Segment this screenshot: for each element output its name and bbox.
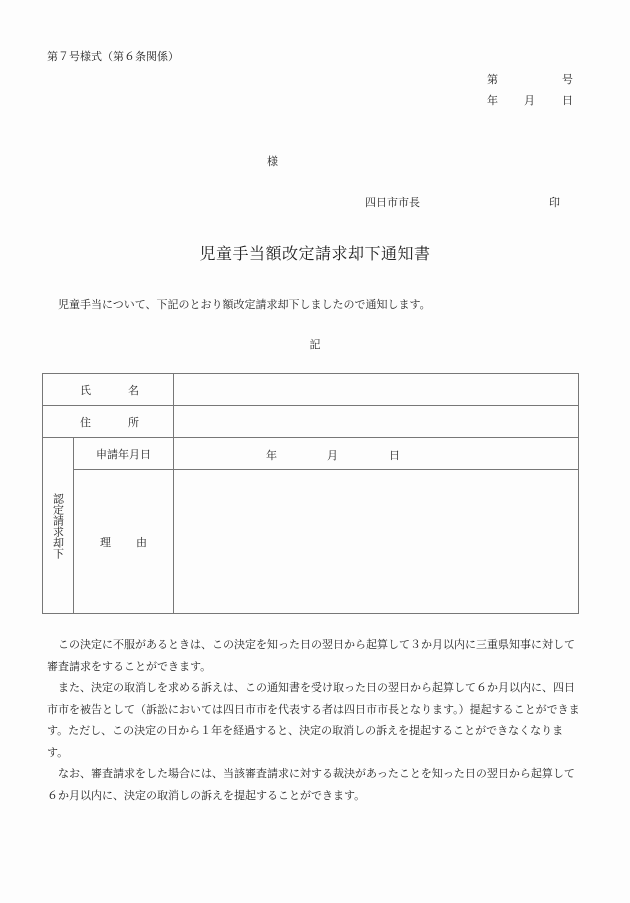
name-value-field[interactable] <box>174 374 579 406</box>
app-date-month: 月 <box>327 448 338 462</box>
app-date-day: 日 <box>389 448 400 462</box>
date-month-label: 月 <box>524 94 535 107</box>
address-row <box>43 406 579 438</box>
application-date-label: 申請年月日 <box>74 438 174 470</box>
issuer-name: 四日市市長 <box>365 196 420 209</box>
addressee-honorific: 様 <box>267 155 278 168</box>
date-day-label: 日 <box>562 94 573 107</box>
app-date-year: 年 <box>266 448 277 462</box>
group-label: 認定請求却下 <box>51 492 65 559</box>
address-label-2: 所 <box>128 415 139 429</box>
address-value-field[interactable] <box>174 406 579 438</box>
application-date-field[interactable] <box>174 438 579 470</box>
note-after-appeal: なお、審査請求をした場合には、当該審査請求に対する裁決があったことを知った日の翌日から起算して６か月以内に、決定の取消しの訴えを提起することができます。 <box>47 767 575 802</box>
reason-label-cell <box>74 470 174 614</box>
note-lawsuit: また、決定の取消しを求める訴えは、この通知書を受け取った日の翌日から起算して６か月以内に、四日市市を被告として（訴訟においては四日市市を代表する者は四日市市長となります。）提起することができます。ただし、この決定の日から１年を経過すると、決定の取消しの訴えを提起することができなくなります。 <box>47 681 580 759</box>
date-year-label: 年 <box>487 94 498 107</box>
address-label-cell <box>43 406 174 438</box>
application-date-row <box>43 438 579 470</box>
seal-mark: 印 <box>549 196 560 209</box>
notes-section <box>47 634 582 806</box>
reason-label-2: 由 <box>136 535 147 549</box>
doc-number-suffix: 号 <box>562 73 573 86</box>
reason-label-1: 理 <box>100 535 111 549</box>
name-label-1: 氏 <box>80 383 91 397</box>
notice-table <box>42 373 579 614</box>
intro-text: 児童手当について、下記のとおり額改定請求却下しましたので通知します。 <box>58 298 431 311</box>
doc-number-prefix: 第 <box>487 73 498 86</box>
group-label-cell <box>43 438 74 614</box>
form-number: 第７号様式（第６条関係） <box>47 50 179 63</box>
name-label-cell <box>43 374 174 406</box>
note-appeal: この決定に不服があるときは、この決定を知った日の翌日から起算して３か月以内に三重県知事に対して審査請求をすることができます。 <box>47 638 575 673</box>
document-title: 児童手当額改定請求却下通知書 <box>199 244 431 263</box>
reason-row <box>43 470 579 614</box>
name-row <box>43 374 579 406</box>
ki-heading: 記 <box>309 338 321 351</box>
name-label-2: 名 <box>128 383 139 397</box>
address-label-1: 住 <box>80 415 91 429</box>
reason-value-field[interactable] <box>174 470 579 614</box>
